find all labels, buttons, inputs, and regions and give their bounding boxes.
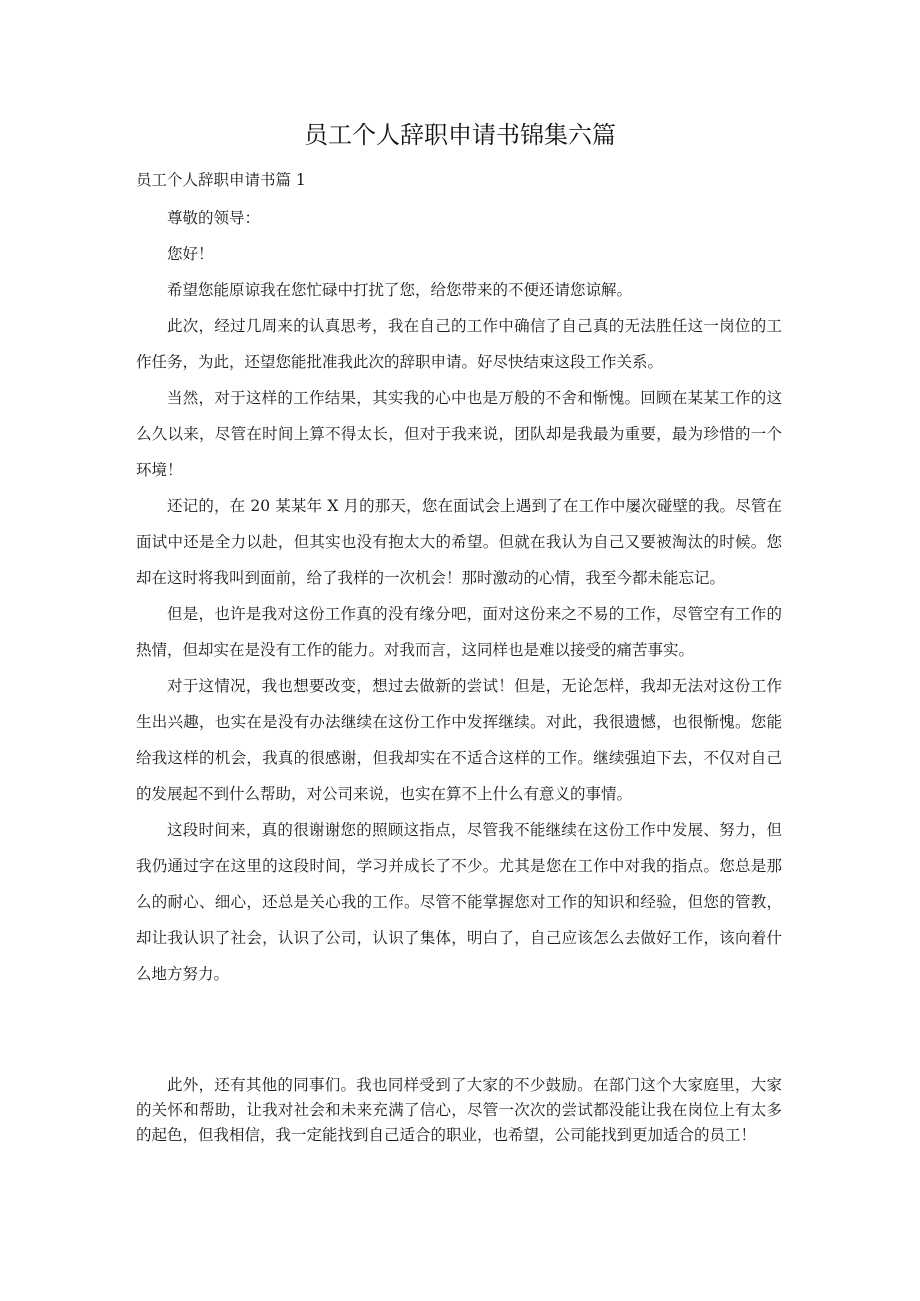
paragraph: 希望您能原谅我在您忙碌中打扰了您，给您带来的不便还请您谅解。	[167, 281, 633, 299]
paragraph: 这段时间来，真的很谢谢您的照顾这指点，尽管我不能继续在这份工作中发展、努力，但我仍通过字在这里的这段时间，学习并成长了不少。尤其是您在工作中对我的指点。您总是那么的耐心、细心，还总是关心我的工作。尽管不能掌握您对工作的知识和经验，但您的管教，却让我认识了社会，认识了公司，认识了集体，明白了，自己应该怎么去做好工作，该向着什么地方努力。	[136, 821, 782, 983]
salutation: 尊敬的领导：	[167, 209, 261, 227]
section-heading: 员工个人辞职申请书篇 1	[136, 171, 306, 189]
paragraph: 对于这情况，我也想要改变，想过去做新的尝试！但是，无论怎样，我却无法对这份工作生出兴趣，也实在是没有办法继续在这份工作中发挥继续。对此，我很遗憾，也很惭愧。您能给我这样的机会，我真的很感谢，但我却实在不适合这样的工作。继续强迫下去，不仅对自己的发展起不到什么帮助，对公司来说，也实在算不上什么有意义的事情。	[136, 677, 782, 803]
greeting: 您好！	[167, 245, 214, 263]
closing-paragraph: 此外，还有其他的同事们。我也同样受到了大家的不少鼓励。在部门这个大家庭里，大家的关怀和帮助，让我对社会和未来充满了信心，尽管一次次的尝试都没能让我在岗位上有太多的起色，但我相信，我一定能找到自己适合的职业，也希望，公司能找到更加适合的员工！	[136, 1076, 782, 1144]
paragraph: 当然，对于这样的工作结果，其实我的心中也是万般的不舍和惭愧。回顾在某某工作的这么久以来，尽管在时间上算不得太长，但对于我来说，团队却是我最为重要，最为珍惜的一个环境！	[136, 389, 782, 479]
document-title: 员工个人辞职申请书锦集六篇	[304, 121, 616, 149]
paragraph: 此次，经过几周来的认真思考，我在自己的工作中确信了自己真的无法胜任这一岗位的工作任务，为此，还望您能批准我此次的辞职申请。好尽快结束这段工作关系。	[136, 317, 782, 371]
closing-block	[136, 1073, 782, 1148]
paragraph: 但是，也许是我对这份工作真的没有缘分吧，面对这份来之不易的工作，尽管空有工作的热情，但却实在是没有工作的能力。对我而言，这同样也是难以接受的痛苦事实。	[136, 605, 782, 659]
paragraph: 还记的，在 20 某某年 X 月的那天，您在面试会上遇到了在工作中屡次碰壁的我。尽管在面试中还是全力以赴，但其实也没有抱太大的希望。但就在我认为自己又要被淘汰的时候。您却在这时将我叫到面前，给了我样的一次机会！那时激动的心情，我至今都未能忘记。	[136, 497, 782, 587]
letter-body	[136, 200, 782, 992]
